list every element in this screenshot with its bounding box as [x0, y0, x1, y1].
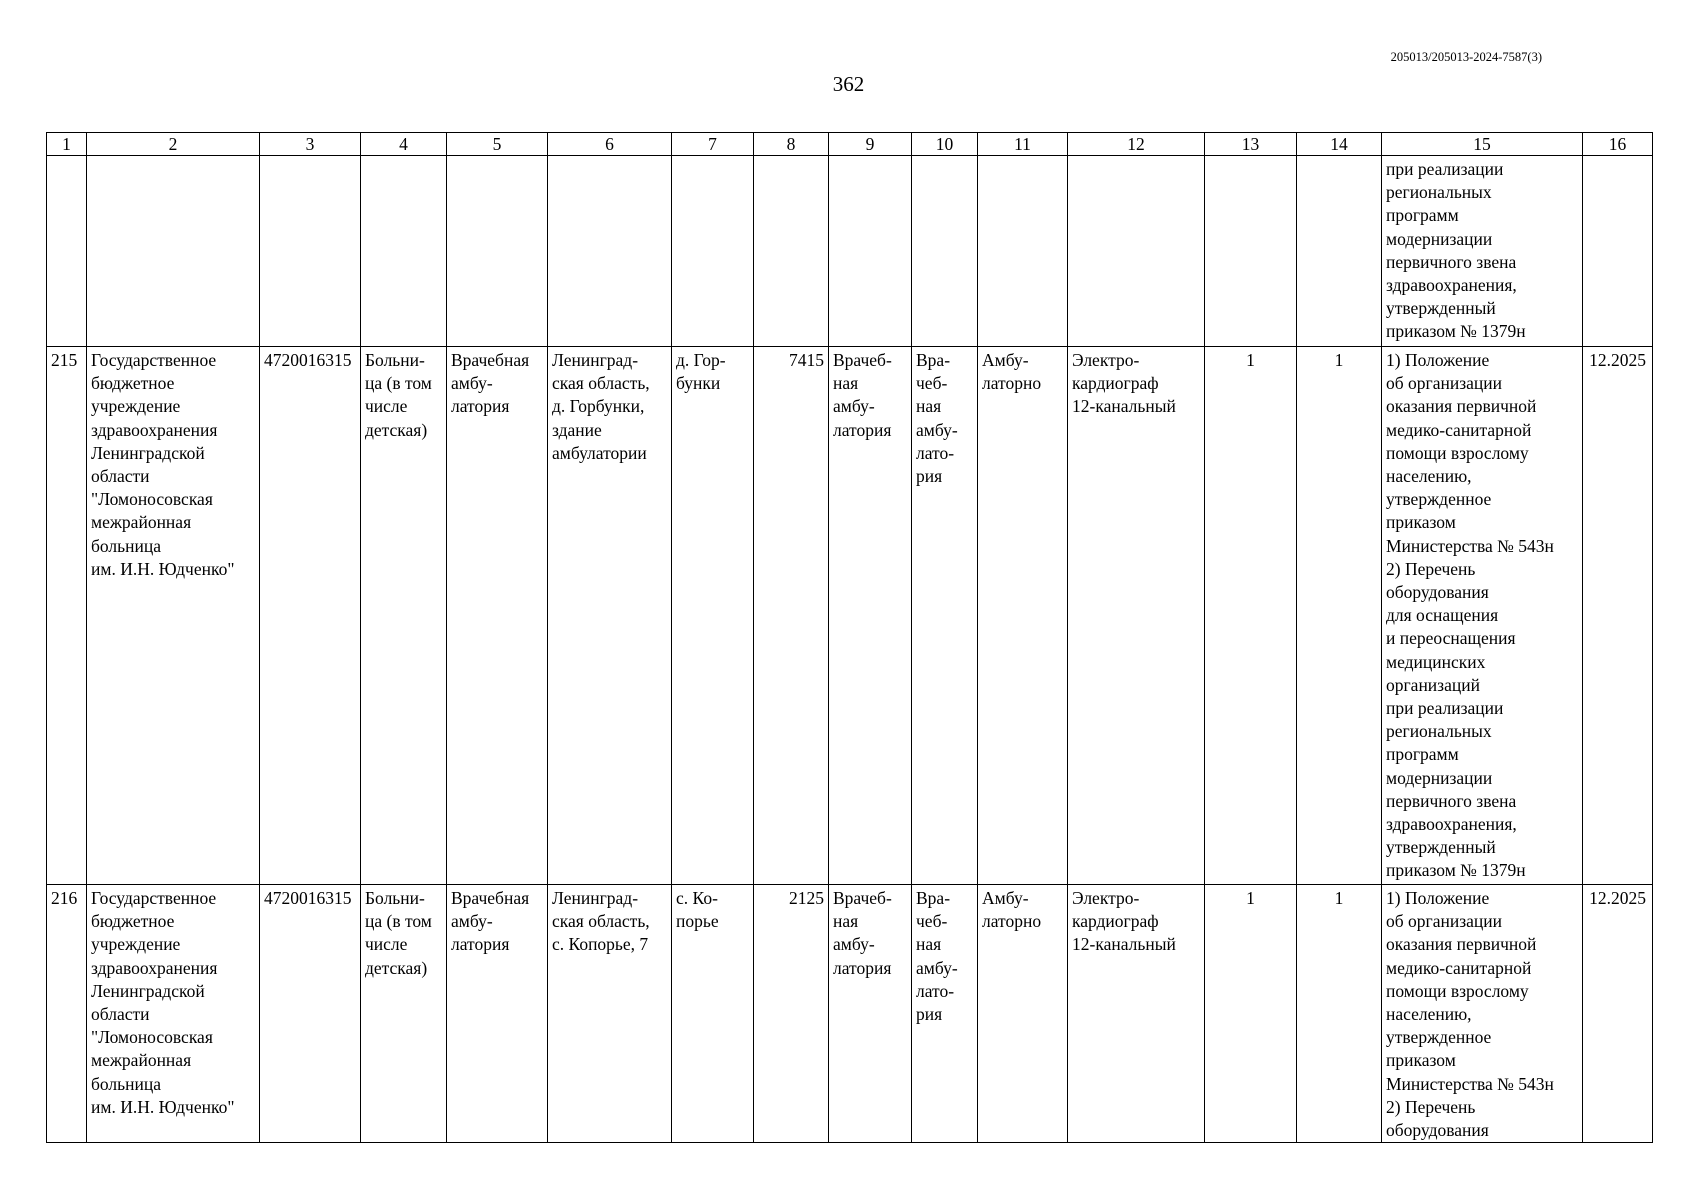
facility-type-cell: Больни- ца (в том числе детская): [361, 885, 447, 1143]
subdivision-cell: Вра- чеб- ная амбу- лато- рия: [912, 885, 978, 1143]
column-header: 1: [47, 133, 87, 156]
facility-type-cell: Больни- ца (в том числе детская): [361, 347, 447, 885]
population-cell: 7415: [754, 347, 829, 885]
column-header: 7: [672, 133, 754, 156]
organization-cell: Государственное бюджетное учреждение здравоохранения Ленинградской области "Ломоносовская межрайонная больница им. И.Н. Юдченко": [87, 885, 260, 1143]
basis-cell: при реализации региональных программ модернизации первичного звена здравоохранения, утвержденный приказом № 1379н: [1382, 156, 1583, 347]
care-condition-cell: Амбу- латорно: [978, 885, 1068, 1143]
care-condition-cell: [978, 156, 1068, 347]
row-number-cell: 215: [47, 347, 87, 885]
page-number: 362: [832, 72, 865, 96]
column-header: 9: [829, 133, 912, 156]
column-header: 8: [754, 133, 829, 156]
column-header: 5: [447, 133, 548, 156]
equipment-cell: [1068, 156, 1205, 347]
unit-type-cell: [447, 156, 548, 347]
subdivision-cell: [912, 156, 978, 347]
row-number-cell: 216: [47, 885, 87, 1143]
inn-cell: 4720016315: [260, 885, 361, 1143]
table-row-continued: [47, 156, 1653, 347]
unit-type-cell: Врачебная амбу- латория: [447, 885, 548, 1143]
column-header: 6: [548, 133, 672, 156]
facility-type-cell: [361, 156, 447, 347]
row-number-cell: [47, 156, 87, 347]
column-header: 10: [912, 133, 978, 156]
basis-cell: 1) Положение об организации оказания первичной медико-санитарной помощи взрослому населению, утвержденное приказом Министерства № 543н 2) Перечень оборудования: [1382, 885, 1583, 1143]
population-cell: [754, 156, 829, 347]
quantity-cell: 1: [1297, 885, 1382, 1143]
unit-type-cell: Врачебная амбу- латория: [447, 347, 548, 885]
organization-cell: [87, 156, 260, 347]
locality-cell: [672, 156, 754, 347]
table-row: [47, 347, 1653, 885]
division-cell: Врачеб- ная амбу- латория: [829, 885, 912, 1143]
inn-cell: [260, 156, 361, 347]
division-cell: [829, 156, 912, 347]
date-cell: 12.2025: [1583, 885, 1653, 1143]
address-cell: [548, 156, 672, 347]
column-header: 15: [1382, 133, 1583, 156]
document-code: 205013/205013-2024-7587(3): [1390, 50, 1542, 64]
organization-cell: Государственное бюджетное учреждение здравоохранения Ленинградской области "Ломоносовская межрайонная больница им. И.Н. Юдченко": [87, 347, 260, 885]
column-header: 12: [1068, 133, 1205, 156]
division-cell: Врачеб- ная амбу- латория: [829, 347, 912, 885]
equipment-cell: Электро- кардиограф 12-канальный: [1068, 347, 1205, 885]
address-cell: Ленинград- ская область, д. Горбунки, здание амбулатории: [548, 347, 672, 885]
quantity-cell: [1297, 156, 1382, 347]
equipment-table: [46, 132, 1653, 1143]
care-condition-cell: Амбу- латорно: [978, 347, 1068, 885]
equipment-cell: Электро- кардиограф 12-канальный: [1068, 885, 1205, 1143]
date-cell: [1583, 156, 1653, 347]
subdivision-cell: Вра- чеб- ная амбу- лато- рия: [912, 347, 978, 885]
date-cell: 12.2025: [1583, 347, 1653, 885]
basis-cell: 1) Положение об организации оказания первичной медико-санитарной помощи взрослому населению, утвержденное приказом Министерства № 543н 2) Перечень оборудования для оснащения и переоснащения медицинских организаций при реализации региональных программ модернизации первичного звена здравоохранения, утвержденный приказом № 1379н: [1382, 347, 1583, 885]
column-header: 2: [87, 133, 260, 156]
population-cell: 2125: [754, 885, 829, 1143]
column-header: 11: [978, 133, 1068, 156]
locality-cell: д. Гор- бунки: [672, 347, 754, 885]
column-header: 14: [1297, 133, 1382, 156]
address-cell: Ленинград- ская область, с. Копорье, 7: [548, 885, 672, 1143]
column-header: 16: [1583, 133, 1653, 156]
table-row: [47, 885, 1653, 1143]
quantity-cell: 1: [1297, 347, 1382, 885]
quantity-cell: [1205, 156, 1297, 347]
column-number-row: [47, 133, 1653, 156]
column-header: 13: [1205, 133, 1297, 156]
locality-cell: с. Ко- порье: [672, 885, 754, 1143]
column-header: 4: [361, 133, 447, 156]
quantity-cell: 1: [1205, 885, 1297, 1143]
column-header: 3: [260, 133, 361, 156]
inn-cell: 4720016315: [260, 347, 361, 885]
quantity-cell: 1: [1205, 347, 1297, 885]
